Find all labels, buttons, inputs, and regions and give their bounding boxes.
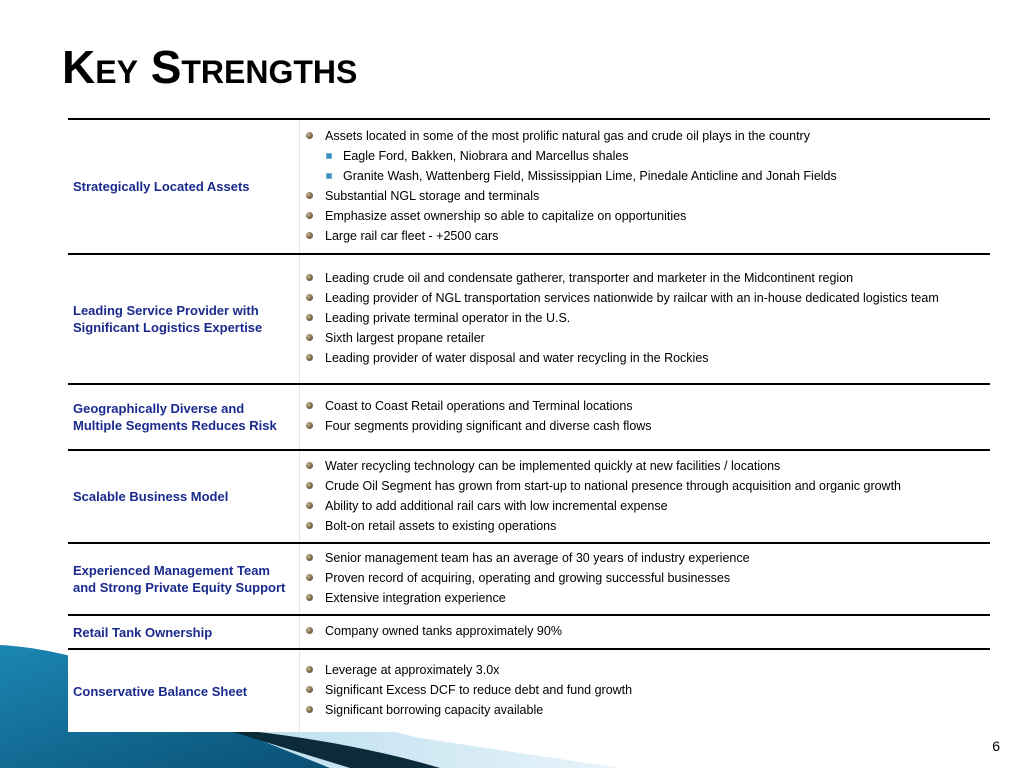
bullet-item: Large rail car fleet - +2500 cars	[303, 229, 986, 244]
table-row	[68, 451, 990, 544]
row-items	[300, 255, 990, 383]
row-label: Experienced Management Team and Strong Private Equity Support	[68, 544, 300, 614]
page-number: 6	[992, 738, 1000, 754]
row-label: Strategically Located Assets	[68, 120, 300, 253]
row-label: Retail Tank Ownership	[68, 616, 300, 648]
bullet-item: Company owned tanks approximately 90%	[303, 624, 986, 639]
row-label: Conservative Balance Sheet	[68, 650, 300, 732]
bullet-item: Coast to Coast Retail operations and Terminal locations	[303, 399, 986, 414]
bullet-item: Senior management team has an average of 30 years of industry experience	[303, 551, 986, 566]
row-items	[300, 616, 990, 648]
bullet-item: Sixth largest propane retailer	[303, 331, 986, 346]
bullet-item: Leading provider of NGL transportation services nationwide by railcar with an in-house dedicated logistics team	[303, 291, 986, 306]
row-items	[300, 385, 990, 449]
table-row	[68, 120, 990, 255]
row-items	[300, 544, 990, 614]
bullet-item: Emphasize asset ownership so able to capitalize on opportunities	[303, 209, 986, 224]
bullet-item: Significant Excess DCF to reduce debt and fund growth	[303, 683, 986, 698]
bullet-item: Leading private terminal operator in the U.S.	[303, 311, 986, 326]
bullet-item: Leverage at approximately 3.0x	[303, 663, 986, 678]
bullet-item: Significant borrowing capacity available	[303, 703, 986, 718]
bullet-item: Extensive integration experience	[303, 591, 986, 606]
bullet-item: Leading provider of water disposal and water recycling in the Rockies	[303, 351, 986, 366]
table-row	[68, 616, 990, 650]
row-label: Leading Service Provider with Significant Logistics Expertise	[68, 255, 300, 383]
bullet-item: Proven record of acquiring, operating and growing successful businesses	[303, 571, 986, 586]
sub-bullet-item: Eagle Ford, Bakken, Niobrara and Marcellus shales	[303, 149, 986, 164]
table-row	[68, 255, 990, 385]
row-items	[300, 120, 990, 253]
row-items	[300, 451, 990, 542]
bullet-item: Crude Oil Segment has grown from start-up to national presence through acquisition and organic growth	[303, 479, 986, 494]
slide-title: Key Strengths	[62, 41, 358, 93]
bullet-item: Ability to add additional rail cars with low incremental expense	[303, 499, 986, 514]
row-label: Geographically Diverse and Multiple Segments Reduces Risk	[68, 385, 300, 449]
table-row	[68, 385, 990, 451]
bullet-item: Assets located in some of the most prolific natural gas and crude oil plays in the country	[303, 129, 986, 144]
strengths-table	[68, 118, 990, 732]
bullet-item: Leading crude oil and condensate gatherer, transporter and marketer in the Midcontinent region	[303, 271, 986, 286]
bullet-item: Four segments providing significant and diverse cash flows	[303, 419, 986, 434]
bullet-item: Bolt-on retail assets to existing operations	[303, 519, 986, 534]
sub-bullet-item: Granite Wash, Wattenberg Field, Mississippian Lime, Pinedale Anticline and Jonah Fields	[303, 169, 986, 184]
row-items	[300, 650, 990, 732]
table-row	[68, 544, 990, 616]
bullet-item: Water recycling technology can be implemented quickly at new facilities / locations	[303, 459, 986, 474]
row-label: Scalable Business Model	[68, 451, 300, 542]
table-row	[68, 650, 990, 732]
bullet-item: Substantial NGL storage and terminals	[303, 189, 986, 204]
